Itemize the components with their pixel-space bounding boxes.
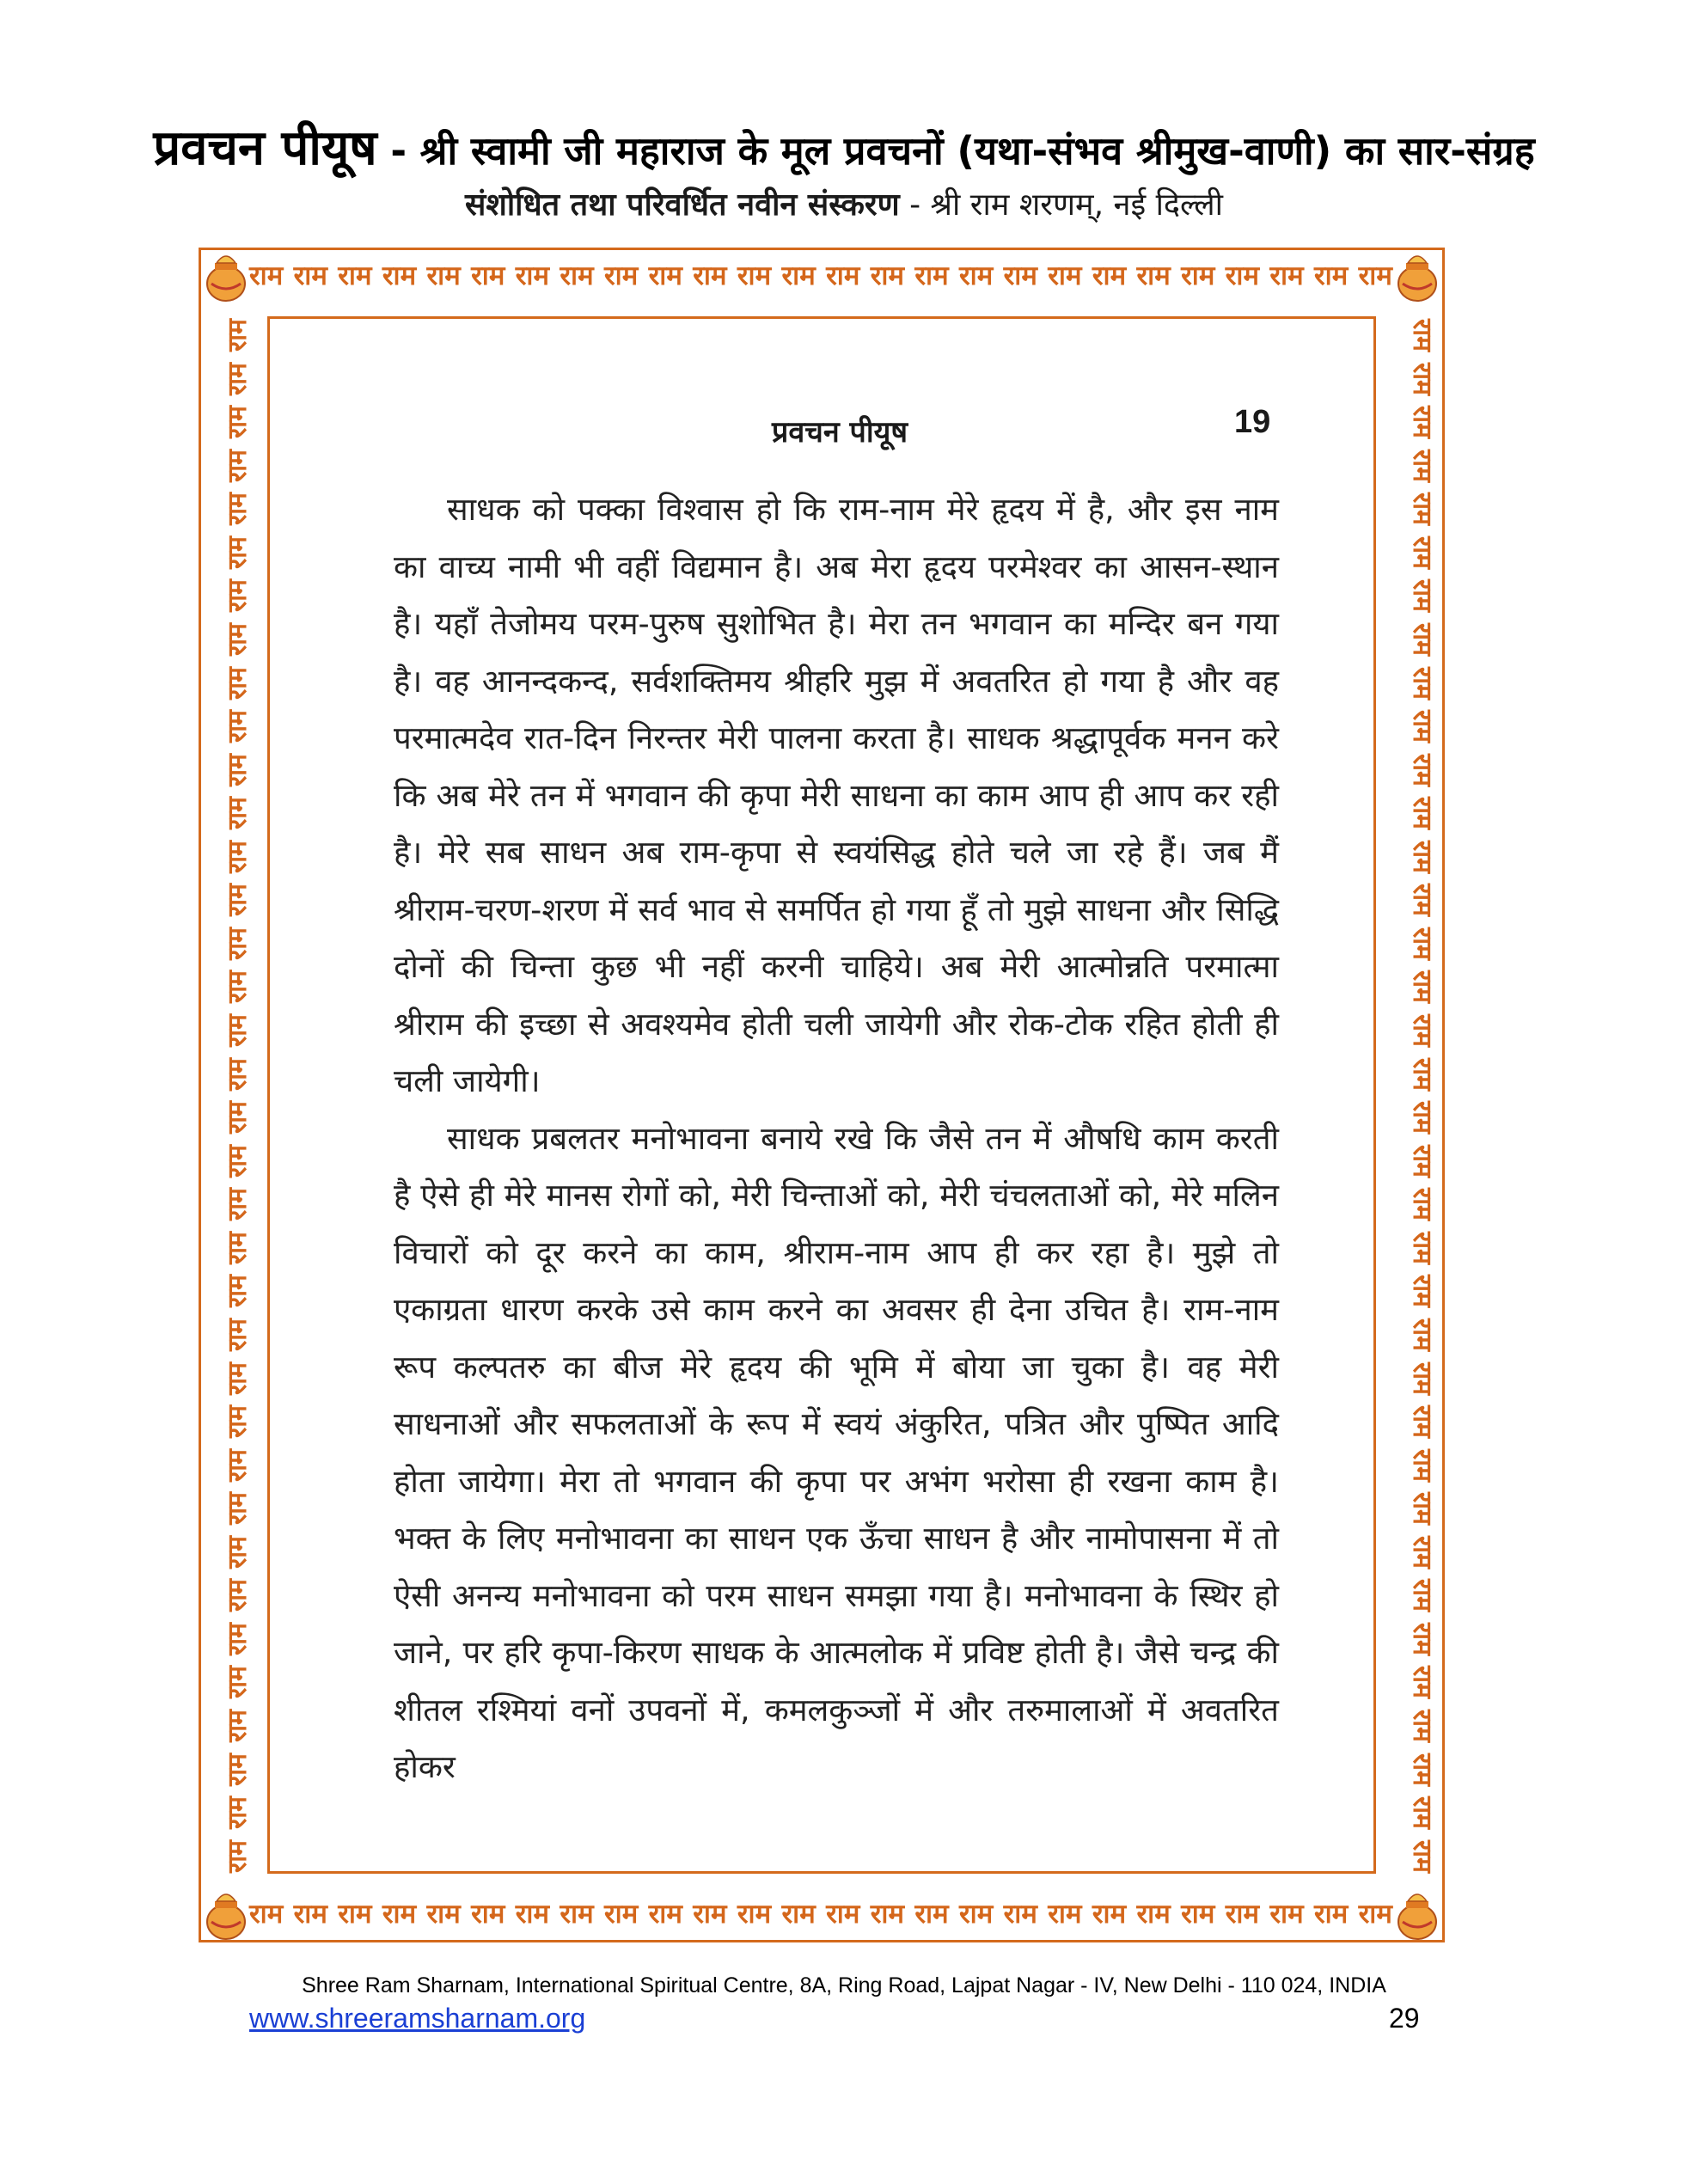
ram-border-word: राम [222,1622,253,1655]
ram-border-word: राम [249,260,284,291]
ram-border-top [249,249,1392,301]
ram-border-word: राम [1406,1579,1437,1612]
edition-label: संशोधित तथा परिवर्धित नवीन संस्करण [465,187,900,223]
ram-border-word: राम [1406,840,1437,873]
ram-border-word: राम [1406,1666,1437,1699]
ram-border-word: राम [222,406,253,439]
ram-border-word: राम [222,319,253,352]
ram-border-word: राम [914,260,949,291]
ram-border-word: राम [426,1899,461,1930]
ram-border-word: राम [1358,1899,1392,1930]
ram-border-word: राम [1003,1899,1037,1930]
ram-border-word: राम [1406,1796,1437,1830]
ram-border-word: राम [1406,666,1437,700]
ram-border-word: राम [781,260,816,291]
ram-border-word: राम [222,797,253,830]
ram-border-word: राम [222,840,253,873]
ram-border-word: राम [1406,1231,1437,1264]
ram-border-word: राम [222,1492,253,1526]
ram-border-word: राम [1225,260,1259,291]
ram-border-word: राम [222,535,253,569]
ram-border-word: राम [1406,753,1437,786]
ram-border-word: राम [1406,1188,1437,1221]
footer-address: Shree Ram Sharnam, International Spiritual Centre, 8A, Ring Road, Lajpat Nagar - IV, New Delhi - 110 024, INDIA [302,1973,1386,1997]
ram-border-word: राम [870,260,904,291]
ram-border-word: राम [1406,1839,1437,1873]
ram-border-word: राम [471,260,505,291]
edition-publisher: - श्री राम शरणम्, नई दिल्ली [899,187,1223,223]
ram-border-word: राम [826,260,860,291]
book-page-number: 19 [1234,404,1271,440]
ram-border-word: राम [222,970,253,1004]
ram-border-word: राम [737,1899,772,1930]
ram-border-word: राम [222,1710,253,1742]
ram-border-word: राम [1406,797,1437,830]
ram-border-bottom [249,1887,1392,1939]
ram-border-word: राम [515,260,549,291]
ram-border-word: राम [1048,260,1082,291]
ram-border-word: राम [293,1899,327,1930]
ram-border-word: राम [1092,1899,1127,1930]
ram-border-word: राम [471,1899,505,1930]
ram-border-word: राम [515,1899,549,1930]
ram-border-word: राम [648,260,682,291]
paragraph: साधक प्रबलतर मनोभावना बनाये रखे कि जैसे तन में औषधि काम करती है ऐसे ही मेरे मानस रोगों को, मेरी चिन्ताओं को, मेरी चंचलताओं को, मेरे मलिन विचारों को दूर करने का काम, श्रीराम-नाम आप ही कर रहा है। मुझे तो एकाग्रता धारण करके उसे काम करने का अवसर ही देना उचित है। राम-नाम रूप कल्पतरु का बीज मेरे हृदय की भूमि में बोया जा चुका है। वह मेरी साधनाओं और सफलताओं के रूप में स्वयं अंकुरित, पत्रित और पुष्पित आदि होता जायेगा। मेरा तो भगवान की कृपा पर अभंग भरोसा ही रखना काम है। भक्त के लिए मनोभावना का साधन एक ऊँचा साधन है और नामोपासना में तो ऐसी अनन्य मनोभावना को परम साधन समझा गया है। मनोभावना के स्थिर हो जाने, पर हरि कृपा-किरण साधक के आत्मलोक में प्रविष्ट होती है। जैसे चन्द्र की शीतल रश्मियां वनों उपवनों में, कमलकुञ्जों में और तरुमालाओं में अवतरित होकर [394,1119,1279,1785]
ram-border-word: राम [222,1188,253,1221]
ram-border-word: राम [222,622,253,656]
document-header-edition [0,182,1688,224]
footer-page-number: 29 [1389,2003,1420,2034]
ram-border-word: राम [222,579,253,613]
ram-border-word: राम [1406,449,1437,482]
ram-border-word: राम [222,1275,253,1308]
ram-border-word: राम [222,1839,253,1873]
ram-border-word: राम [222,1101,253,1135]
ram-border-word: राम [560,260,594,291]
ram-border-word: राम [1136,1899,1171,1930]
ram-border-word: राम [1406,319,1437,352]
ram-border-word: राम [1406,1361,1437,1395]
ram-border-word: राम [338,1899,372,1930]
ram-border-word: राम [1406,492,1437,526]
ram-border-word: राम [222,1579,253,1612]
ram-border-word: राम [1003,260,1037,291]
ram-border-word: राम [1406,1144,1437,1178]
ram-border-word: राम [222,492,253,526]
ram-border-word: राम [222,1144,253,1178]
document-header-title [0,113,1688,179]
ram-border-word: राम [222,1318,253,1351]
ram-border-word: राम [1181,1899,1215,1930]
ram-border-word: राम [222,1231,253,1264]
book-running-title: प्रवचन पीयूष [772,415,908,450]
header-title-subtitle: - श्री स्वामी जी महाराज के मूल प्रवचनों (यथा-संभव श्रीमुख-वाणी) का सार-संग्रह [376,128,1535,174]
ram-border-word: राम [1406,1275,1437,1308]
ram-border-word: राम [1181,260,1215,291]
ram-border-word: राम [1048,1899,1082,1930]
ram-border-word: राम [604,1899,639,1930]
ram-border-word: राम [338,260,372,291]
ram-border-right [1396,319,1447,1873]
ram-border-word: राम [1406,1448,1437,1482]
kalash-corner-icon [196,1884,256,1944]
ram-border-word: राम [604,260,639,291]
ram-border-word: राम [560,1899,594,1930]
ram-border-word: राम [222,1057,253,1091]
paragraph: साधक को पक्का विश्वास हो कि राम-नाम मेरे हृदय में है, और इस नाम का वाच्य नामी भी वहीं विद्यमान है। अब मेरा हृदय परमेश्वर का आसन-स्थान है। यहाँ तेजोमय परम-पुरुष सुशोभित है। मेरा तन भगवान का मन्दिर बन गया है। वह आनन्दकन्द, सर्वशक्तिमय श्रीहरि मुझ में अवतरित हो गया है और वह परमात्मदेव रात-दिन निरन्तर मेरी पालना करता है। साधक श्रद्धापूर्वक मनन करे कि अब मेरे तन में भगवान की कृपा मेरी साधना का काम आप ही आप कर रही है। मेरे सब साधन अब राम-कृपा से स्वयंसिद्ध होते चले जा रहे हैं। जब मैं श्रीराम-चरण-शरण में सर्व भाव से समर्पित हो गया हूँ तो मुझे साधना और सिद्धि दोनों की चिन्ता कुछ भी नहीं करनी चाहिये। अब मेरी आत्मोन्नति परमात्मा श्रीराम की इच्छा से अवश्यमेव होती चली जायेगी और रोक-टोक रहित होती ही चली जायेगी। [394,491,1279,1099]
ram-border-word: राम [1269,1899,1304,1930]
ram-border-word: राम [1406,1405,1437,1439]
ram-border-word: राम [914,1899,949,1930]
ram-border-word: राम [1406,535,1437,569]
ram-border-word: राम [693,1899,727,1930]
ram-border-word: राम [1358,260,1392,291]
ram-border-word: राम [1406,1492,1437,1526]
ram-border-word: राम [693,260,727,291]
kalash-corner-icon [1387,1884,1447,1944]
ram-border-word: राम [1406,1622,1437,1655]
ram-border-word: राम [249,1899,284,1930]
ram-border-word: राम [648,1899,682,1930]
ram-border-word: राम [1225,1899,1259,1930]
ram-border-word: राम [1406,1014,1437,1047]
ram-border-word: राम [1092,260,1127,291]
ram-border-word: राम [222,666,253,700]
ram-border-word: राम [959,1899,994,1930]
ram-border-word: राम [1406,1710,1437,1742]
ram-border-word: राम [826,1899,860,1930]
ram-border-word: राम [222,362,253,395]
ram-border-word: राम [382,260,417,291]
header-title-main: प्रवचन पीयूष [153,120,377,176]
ram-border-word: राम [293,260,327,291]
ram-border-word: राम [222,884,253,917]
ram-border-word: राम [1406,1318,1437,1351]
ram-border-word: राम [737,260,772,291]
ram-border-word: राम [222,1361,253,1395]
ram-border-word: राम [222,710,253,743]
ram-border-word: राम [222,1405,253,1439]
ram-border-word: राम [1314,1899,1349,1930]
ram-border-word: राम [222,1753,253,1786]
ram-border-word: राम [1406,622,1437,656]
ram-border-word: राम [1406,970,1437,1004]
ram-border-word: राम [222,753,253,786]
ram-border-word: राम [1269,260,1304,291]
ram-border-word: राम [222,1448,253,1482]
ram-border-word: राम [1406,1057,1437,1091]
ram-border-word: राम [1406,1753,1437,1786]
ram-border-word: राम [1406,884,1437,917]
ram-border-word: राम [1406,406,1437,439]
website-link[interactable]: www.shreeramsharnam.org [249,2003,586,2034]
ram-border-word: राम [222,1666,253,1699]
ram-border-word: राम [382,1899,417,1930]
ram-border-left [212,319,264,1873]
ram-border-word: राम [222,1796,253,1830]
ram-border-word: राम [1136,260,1171,291]
ram-border-word: राम [1406,579,1437,613]
ram-border-word: राम [1406,362,1437,395]
ram-border-word: राम [870,1899,904,1930]
ram-border-word: राम [426,260,461,291]
ram-border-word: राम [222,1014,253,1047]
ram-border-word: राम [222,449,253,482]
ram-border-word: राम [1406,927,1437,960]
ram-border-word: राम [1406,1535,1437,1569]
ram-border-word: राम [781,1899,816,1930]
ram-border-word: राम [222,927,253,960]
kalash-corner-icon [196,246,256,306]
ram-border-word: राम [1314,260,1349,291]
ram-border-word: राम [959,260,994,291]
kalash-corner-icon [1387,246,1447,306]
ram-border-word: राम [1406,710,1437,743]
ram-border-word: राम [222,1535,253,1569]
body-text [394,481,1279,1796]
ram-border-word: राम [1406,1101,1437,1135]
